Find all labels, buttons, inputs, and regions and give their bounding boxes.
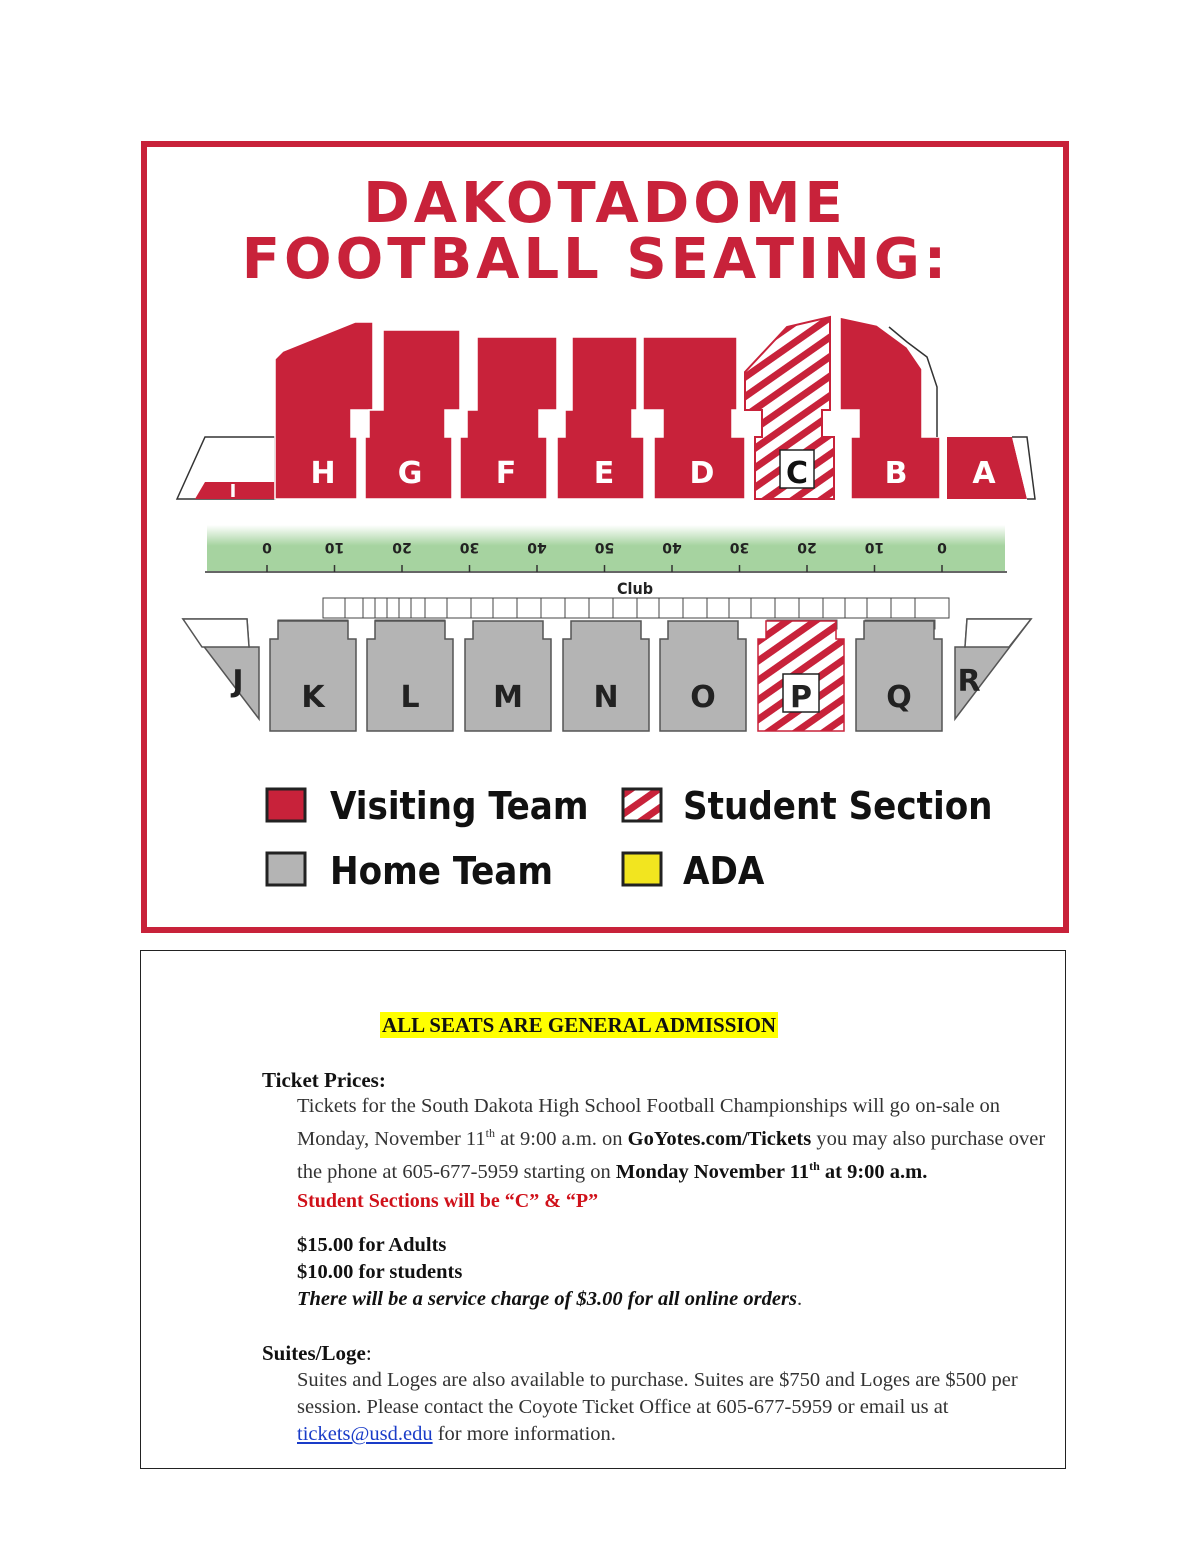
section-label: N [593,680,619,715]
club-box [707,598,729,618]
club-box [565,598,589,618]
section-label: K [301,680,325,715]
student-sections-note: Student Sections will be “C” & “P” [297,1190,599,1212]
legend-ada-label: ADA [683,849,765,893]
section-label: G [397,456,423,491]
general-admission-banner: ALL SEATS ARE GENERAL ADMISSION [382,1013,777,1037]
club-box [683,598,707,618]
yard-label: 10 [324,539,345,555]
club-box [411,598,425,618]
section-label: D [689,456,715,491]
club-box [751,598,775,618]
section-label: O [690,680,716,715]
email-link[interactable]: tickets@usd.edu [297,1423,433,1445]
price-adults: $15.00 for Adults [297,1234,447,1256]
ticket-text: Tickets for the South Dakota High School Football Championships will go on-sale on Monday, November 11 [297,1095,1001,1150]
ticket-site: GoYotes.com/Tickets [627,1127,812,1150]
section-label: C [785,456,809,491]
section-label: M [493,680,523,715]
club-box [823,598,845,618]
yard-label: 30 [459,539,480,555]
club-box [729,598,751,618]
club-box [867,598,891,618]
suites-heading-text: Suites/Loge [262,1341,366,1365]
seating-map [147,147,1063,927]
service-charge-text: There will be a service charge of $3.00 for all online orders [297,1288,797,1310]
club-box [589,598,613,618]
ordinal-suffix: th [809,1158,820,1173]
legend-visiting-label: Visiting Team [330,784,589,828]
club-box [891,598,915,618]
club-box [493,598,517,618]
yard-label: 0 [262,539,272,555]
legend-home-label: Home Team [330,849,553,893]
club-box [375,598,387,618]
ticket-text: you may also purchase over the phone at 605-677-5959 starting on [297,1127,1046,1183]
yard-label: 40 [527,539,547,555]
ticket-prices-paragraph [297,1093,1057,1186]
suites-text: for more information. [432,1423,616,1445]
section-label: I [229,481,237,502]
ticket-text: at 9:00 a.m. on [494,1127,628,1150]
suites-paragraph [297,1367,1057,1448]
home-side [183,619,1031,731]
club-box [425,598,447,618]
price-students: $10.00 for students [297,1261,463,1283]
club-box [517,598,541,618]
suites-heading-colon: : [365,1341,372,1365]
section-label: R [957,664,981,699]
yard-label: 10 [864,539,885,555]
section-label: F [495,456,517,491]
yard-label: 20 [392,539,412,555]
club-box [659,598,683,618]
legend-student-swatch [623,789,661,821]
club-label: Club [616,579,654,598]
club-box [387,598,399,618]
club-box [799,598,823,618]
ordinal-suffix: th [485,1126,495,1140]
suites-text: Suites and Loges are also available to purchase. Suites are $750 and Loges are $500 per session. Please contact the Coyote Ticket Office at 605-677-5959 or email us at [297,1369,1018,1418]
section-label: H [310,456,336,491]
club-box [915,598,949,618]
yard-label: 0 [937,539,947,555]
football-field [205,525,1007,618]
club-box [471,598,493,618]
club-box [541,598,565,618]
yard-label: 50 [594,539,615,555]
legend-visiting-swatch [267,789,305,821]
service-charge-period: . [796,1288,803,1310]
on-sale-date: Monday November 11 [615,1160,810,1183]
visiting-side [177,317,1035,502]
section-label: A [972,456,996,491]
club-seating [323,598,949,618]
club-box [363,598,375,618]
section-label: J [232,664,244,699]
section-label: P [790,680,812,715]
service-charge-note [297,1286,1057,1313]
legend-home-swatch [267,853,305,885]
club-box [637,598,659,618]
club-box [345,598,363,618]
map-title-line1: DAKOTADOME [363,171,847,236]
yard-label: 30 [729,539,750,555]
legend-student-label: Student Section [683,784,993,828]
club-box [447,598,471,618]
ticket-prices-heading: Ticket Prices: [262,1068,386,1092]
on-sale-time: at 9:00 a.m. [819,1160,928,1183]
section-label: L [400,680,420,715]
club-box [323,598,345,618]
club-box [845,598,867,618]
legend [267,784,993,893]
map-title-line2: FOOTBALL SEATING: [241,227,951,292]
section-label: E [593,456,615,491]
suites-heading [262,1340,372,1366]
club-box [399,598,411,618]
section-label: B [884,456,908,491]
club-box [613,598,637,618]
yard-label: 20 [797,539,817,555]
club-box [775,598,799,618]
section-label: Q [886,680,912,715]
legend-ada-swatch [623,853,661,885]
yard-label: 40 [662,539,682,555]
